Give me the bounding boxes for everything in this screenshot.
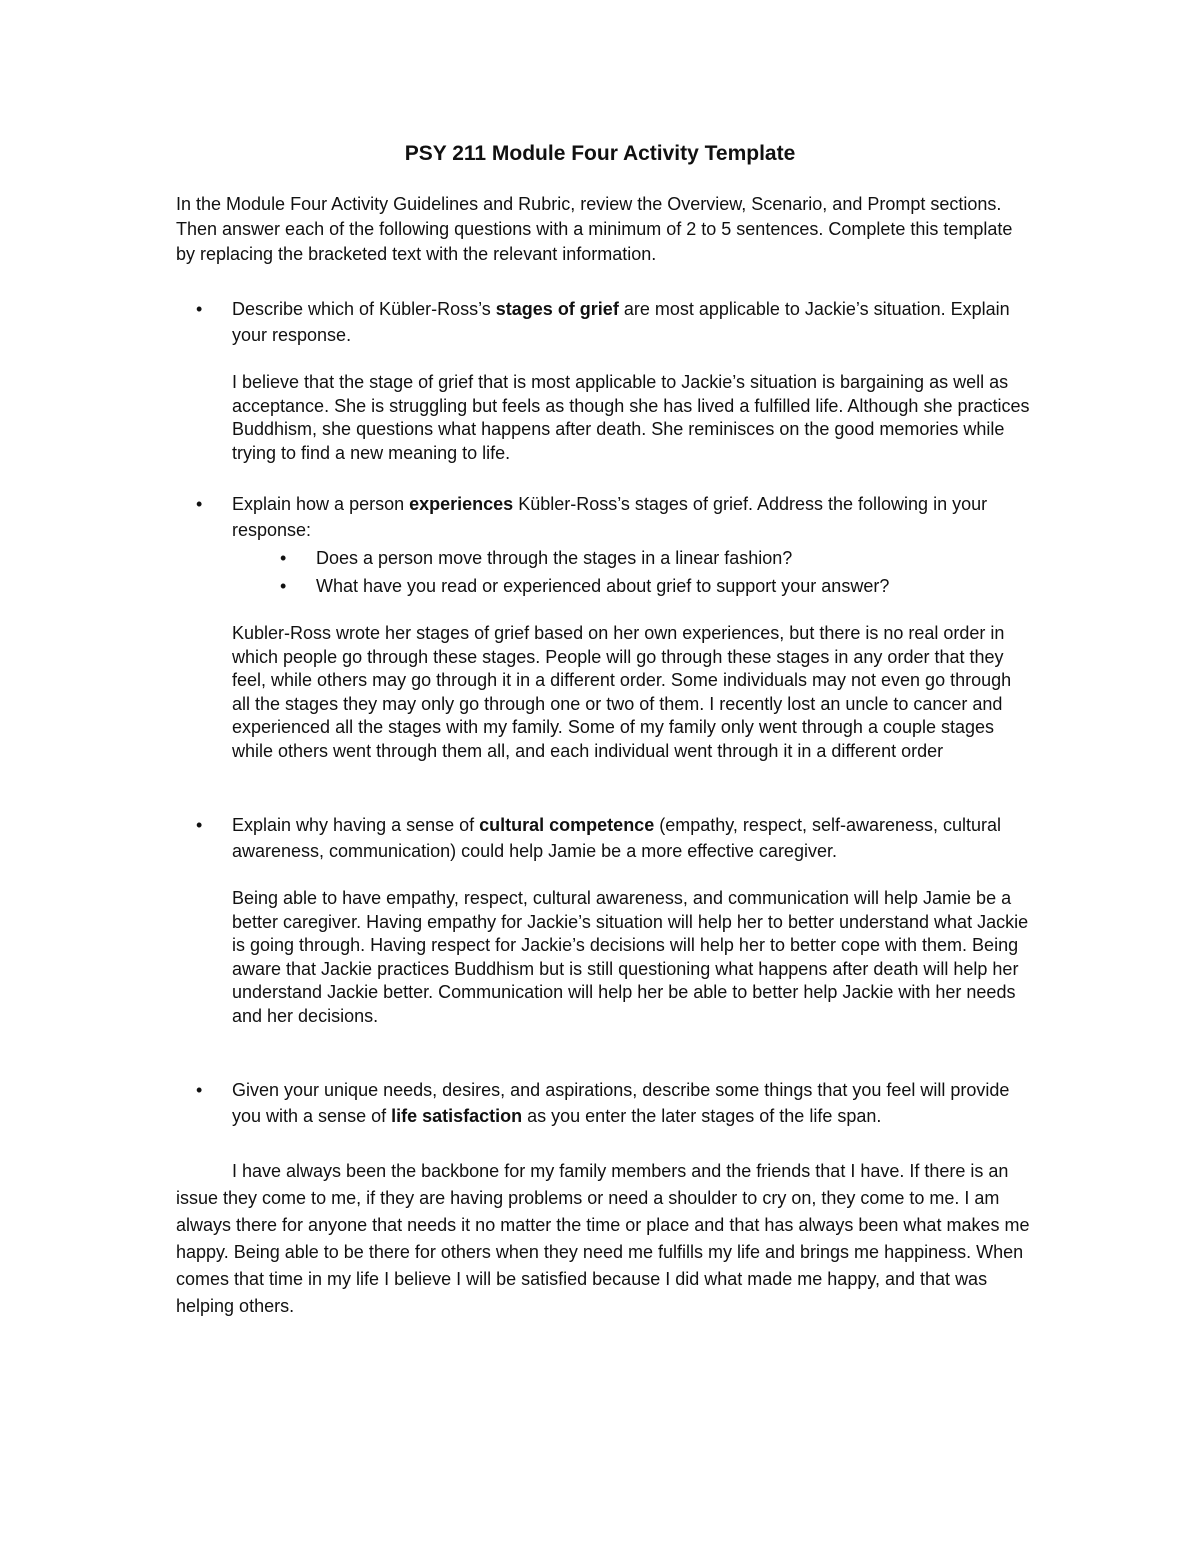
subitem-text: Does a person move through the stages in a linear fashion? bbox=[316, 548, 793, 568]
question-3-text-bold: cultural competence bbox=[479, 815, 655, 835]
question-1-text-bold: stages of grief bbox=[495, 299, 619, 319]
question-1-text-post: are most applicable to Jackie’s situation. Explain your response. bbox=[232, 299, 1010, 345]
question-2-subitem-1 bbox=[280, 544, 1036, 572]
question-4-text-bold: life satisfaction bbox=[391, 1106, 523, 1126]
intro-paragraph: In the Module Four Activity Guidelines and Rubric, review the Overview, Scenario, and Prompt sections. Then answer each of the following questions with a minimum of 2 to 5 sentences. Complete this template by replacing the bracketed text with the relevant information. bbox=[176, 194, 1013, 264]
question-2-text-bold: experiences bbox=[409, 494, 514, 514]
bullet-icon: • bbox=[196, 1080, 203, 1100]
question-2-subitem-2 bbox=[280, 572, 1036, 600]
question-4 bbox=[196, 1077, 1032, 1129]
question-3-text-pre: Explain why having a sense of bbox=[232, 815, 480, 835]
answer-4: I have always been the backbone for my family members and the friends that I have. If there is an issue they come to me, if they are having problems or need a shoulder to cry on, they come to me. I am always there for anyone that needs it no matter the time or place and that has always been what makes me happy. Being able to be there for others when they need me fulfills my life and brings me happiness. When comes that time in my life I believe I will be satisfied because I did what made me happy, and that was helping others. bbox=[176, 1161, 1030, 1316]
answer-1: I believe that the stage of grief that is most applicable to Jackie’s situation is bargaining as well as acceptance. She is struggling but feels as though she has lived a fulfilled life. Although she practices Buddhism, she questions what happens after death. She reminisces on the good memories while trying to find a new meaning to life. bbox=[232, 372, 1030, 463]
question-3-text-post: (empathy, respect, self-awareness, cultural awareness, communication) could help Jamie be a more effective caregiver. bbox=[232, 815, 1002, 861]
question-4-text-pre: Given your unique needs, desires, and aspirations, describe some things that you feel will provide you with a sense of bbox=[232, 1080, 1010, 1126]
bullet-icon: • bbox=[280, 576, 287, 596]
answer-3: Being able to have empathy, respect, cultural awareness, and communication will help Jamie be a better caregiver. Having empathy for Jackie’s situation will help her to better understand what Jackie is going through. Having respect for Jackie’s decisions will help her to better cope with them. Being aware that Jackie practices Buddhism but is still questioning what happens after death will help her understand Jackie better. Communication will help her be able to better help Jackie with her needs and her decisions. bbox=[232, 888, 1029, 1026]
question-2-text-post: Kübler-Ross’s stages of grief. Address the following in your response: bbox=[232, 494, 988, 540]
bullet-icon: • bbox=[280, 548, 287, 568]
bullet-icon: • bbox=[196, 299, 203, 319]
document-title: PSY 211 Module Four Activity Template bbox=[404, 142, 796, 165]
question-1 bbox=[196, 296, 1032, 348]
answer-2: Kubler-Ross wrote her stages of grief based on her own experiences, but there is no real order in which people go through these stages. People will go through these stages in any order that they feel, while others may go through it in a different order. Some individuals may not even go through all the stages they may only go through one or two of them. I recently lost an uncle to cancer and experienced all the stages with my family. Some of my family only went through a couple stages while others went through them all, and each individual went through it in a different order bbox=[232, 623, 1012, 761]
subitem-text: What have you read or experienced about grief to support your answer? bbox=[316, 576, 890, 596]
question-2-text-pre: Explain how a person bbox=[232, 494, 410, 514]
question-4-text-post: as you enter the later stages of the life span. bbox=[522, 1106, 882, 1126]
question-3 bbox=[196, 812, 1032, 864]
question-1-text-pre: Describe which of Kübler-Ross’s bbox=[232, 299, 496, 319]
question-2 bbox=[196, 491, 1032, 543]
bullet-icon: • bbox=[196, 815, 203, 835]
bullet-icon: • bbox=[196, 494, 203, 514]
